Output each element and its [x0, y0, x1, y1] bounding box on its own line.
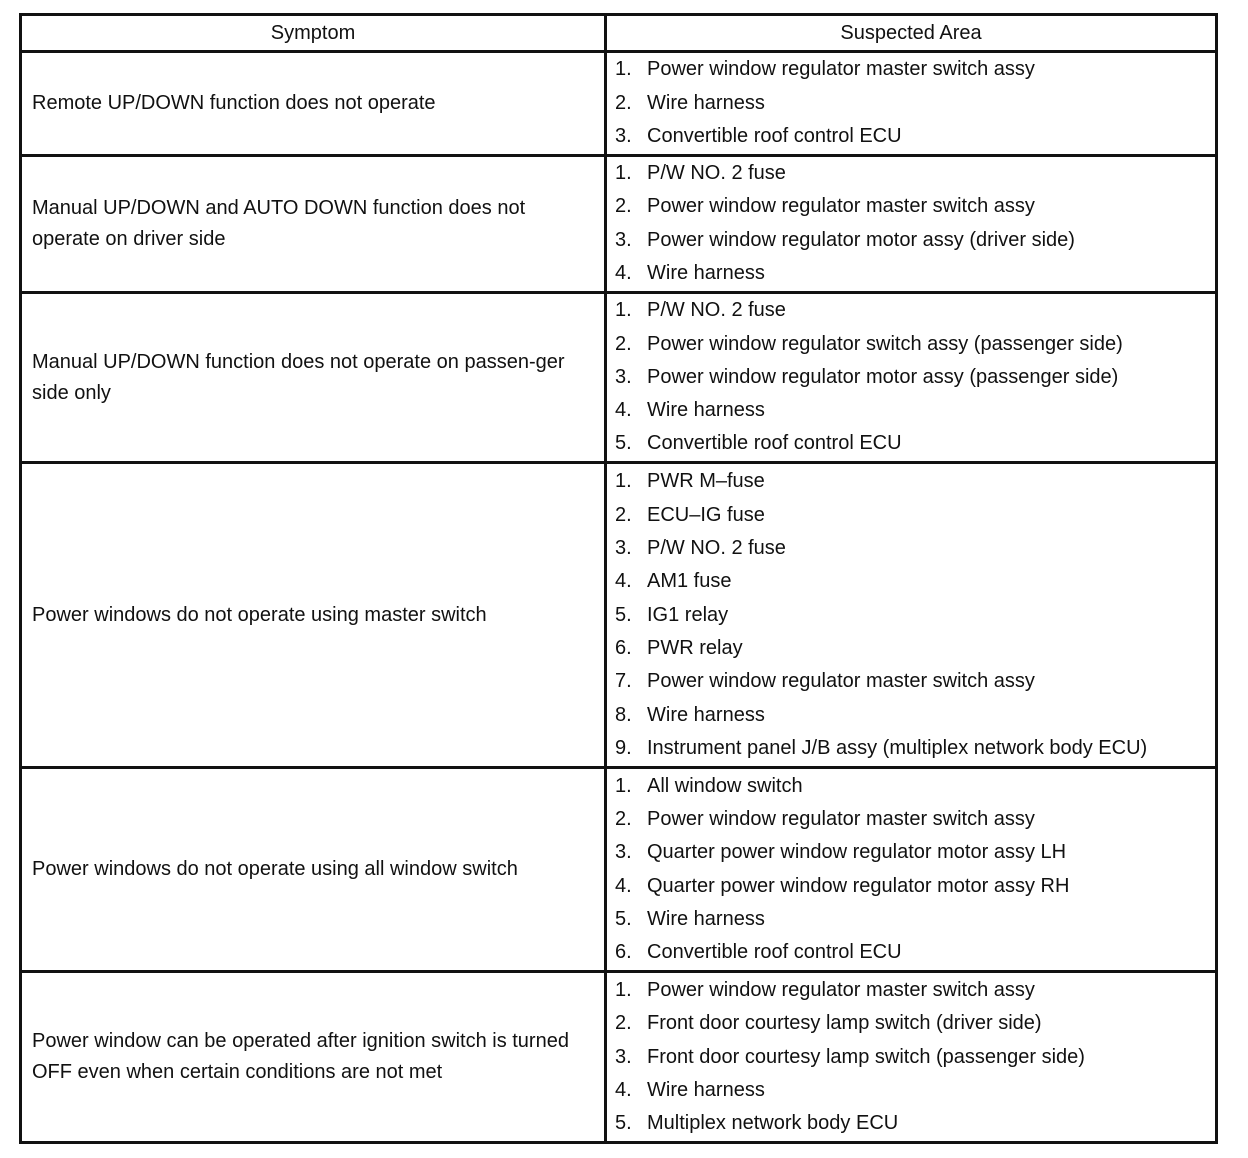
symptom-cell: Manual UP/DOWN function does not operate on passen-ger side only [21, 292, 606, 463]
item-text: AM1 fuse [647, 570, 732, 593]
item-number: 3. [615, 365, 632, 388]
item-text: Power window regulator master switch assy [647, 978, 1035, 1001]
list-item [615, 427, 1215, 460]
suspected-area-cell [606, 972, 1217, 1143]
item-number: 6. [615, 941, 632, 964]
list-item [615, 565, 1215, 598]
list-item [615, 87, 1215, 120]
symptom-cell: Power windows do not operate using all window switch [21, 768, 606, 972]
item-text: P/W NO. 2 fuse [647, 299, 786, 322]
item-number: 5. [615, 432, 632, 455]
item-number: 3. [615, 228, 632, 251]
table-row [21, 463, 1217, 768]
suspected-area-list [607, 770, 1215, 970]
item-text: Power window regulator switch assy (passenger side) [647, 332, 1123, 355]
item-number: 5. [615, 603, 632, 626]
list-item [615, 699, 1215, 732]
list-item [615, 224, 1215, 257]
item-text: Convertible roof control ECU [647, 941, 902, 964]
list-item [615, 328, 1215, 361]
item-number: 1. [615, 58, 632, 81]
list-item [615, 294, 1215, 327]
item-number: 4. [615, 874, 632, 897]
item-text: Wire harness [647, 91, 765, 114]
item-number: 3. [615, 841, 632, 864]
item-text: Convertible roof control ECU [647, 124, 902, 147]
list-item [615, 936, 1215, 969]
item-number: 2. [615, 1012, 632, 1035]
item-text: Wire harness [647, 261, 765, 284]
header-row [21, 15, 1217, 52]
item-number: 4. [615, 399, 632, 422]
list-item [615, 1074, 1215, 1107]
list-item [615, 1007, 1215, 1040]
table-row [21, 292, 1217, 463]
item-text: ECU–IG fuse [647, 503, 765, 526]
item-text: Wire harness [647, 908, 765, 931]
suspected-area-list [607, 53, 1215, 153]
list-item [615, 394, 1215, 427]
suspected-area-list [607, 974, 1215, 1140]
list-item [615, 499, 1215, 532]
item-text: Power window regulator master switch assy [647, 195, 1035, 218]
item-number: 1. [615, 162, 632, 185]
item-text: Quarter power window regulator motor assy LH [647, 841, 1067, 864]
item-number: 5. [615, 1112, 632, 1135]
list-item [615, 974, 1215, 1007]
item-text: P/W NO. 2 fuse [647, 537, 786, 560]
table-row [21, 52, 1217, 156]
header-suspected-area: Suspected Area [606, 15, 1217, 52]
item-number: 9. [615, 736, 632, 759]
item-text: Power window regulator master switch assy [647, 58, 1035, 81]
item-text: All window switch [647, 774, 803, 797]
item-text: PWR M–fuse [647, 470, 765, 493]
suspected-area-cell [606, 155, 1217, 292]
item-number: 4. [615, 570, 632, 593]
item-text: Front door courtesy lamp switch (driver side) [647, 1012, 1042, 1035]
item-text: P/W NO. 2 fuse [647, 162, 786, 185]
list-item [615, 1041, 1215, 1074]
item-text: Front door courtesy lamp switch (passenger side) [647, 1045, 1085, 1068]
table-body [21, 52, 1217, 1143]
list-item [615, 1107, 1215, 1140]
item-text: Quarter power window regulator motor assy RH [647, 874, 1070, 897]
item-number: 1. [615, 299, 632, 322]
symptom-cell: Manual UP/DOWN and AUTO DOWN function does not operate on driver side [21, 155, 606, 292]
item-text: Convertible roof control ECU [647, 432, 902, 455]
list-item [615, 465, 1215, 498]
item-text: Wire harness [647, 1078, 765, 1101]
suspected-area-cell [606, 292, 1217, 463]
list-item [615, 665, 1215, 698]
symptom-cell: Remote UP/DOWN function does not operate [21, 52, 606, 156]
list-item [615, 632, 1215, 665]
item-text: IG1 relay [647, 603, 729, 626]
list-item [615, 770, 1215, 803]
list-item [615, 903, 1215, 936]
suspected-area-cell [606, 52, 1217, 156]
item-number: 4. [615, 1078, 632, 1101]
suspected-area-cell [606, 768, 1217, 972]
item-number: 6. [615, 636, 632, 659]
suspected-area-cell [606, 463, 1217, 768]
item-number: 7. [615, 670, 632, 693]
table-row [21, 972, 1217, 1143]
item-number: 2. [615, 808, 632, 831]
symptom-cell: Power windows do not operate using master switch [21, 463, 606, 768]
item-number: 1. [615, 470, 632, 493]
item-number: 2. [615, 91, 632, 114]
suspected-area-list [607, 465, 1215, 765]
list-item [615, 732, 1215, 765]
table-row [21, 768, 1217, 972]
item-text: Power window regulator master switch assy [647, 808, 1035, 831]
item-number: 2. [615, 195, 632, 218]
suspected-area-list [607, 157, 1215, 290]
item-text: Power window regulator motor assy (passenger side) [647, 365, 1119, 388]
item-text: Wire harness [647, 703, 765, 726]
item-text: Power window regulator master switch assy [647, 670, 1035, 693]
list-item [615, 836, 1215, 869]
item-number: 4. [615, 261, 632, 284]
item-text: Instrument panel J/B assy (multiplex network body ECU) [647, 736, 1148, 759]
item-text: PWR relay [647, 636, 743, 659]
header-symptom: Symptom [21, 15, 606, 52]
list-item [615, 53, 1215, 86]
item-number: 2. [615, 503, 632, 526]
list-item [615, 257, 1215, 290]
item-number: 5. [615, 908, 632, 931]
list-item [615, 361, 1215, 394]
item-number: 2. [615, 332, 632, 355]
item-number: 3. [615, 124, 632, 147]
item-text: Multiplex network body ECU [647, 1112, 899, 1135]
item-number: 3. [615, 1045, 632, 1068]
item-text: Power window regulator motor assy (driver side) [647, 228, 1075, 251]
item-number: 1. [615, 774, 632, 797]
list-item [615, 599, 1215, 632]
item-text: Wire harness [647, 399, 765, 422]
troubleshooting-table [19, 13, 1218, 1144]
list-item [615, 157, 1215, 190]
symptom-cell: Power window can be operated after ignition switch is turned OFF even when certain conditions are not met [21, 972, 606, 1143]
list-item [615, 803, 1215, 836]
list-item [615, 870, 1215, 903]
item-number: 1. [615, 978, 632, 1001]
list-item [615, 190, 1215, 223]
table-row [21, 155, 1217, 292]
list-item [615, 532, 1215, 565]
item-number: 8. [615, 703, 632, 726]
item-number: 3. [615, 537, 632, 560]
suspected-area-list [607, 294, 1215, 460]
list-item [615, 120, 1215, 153]
